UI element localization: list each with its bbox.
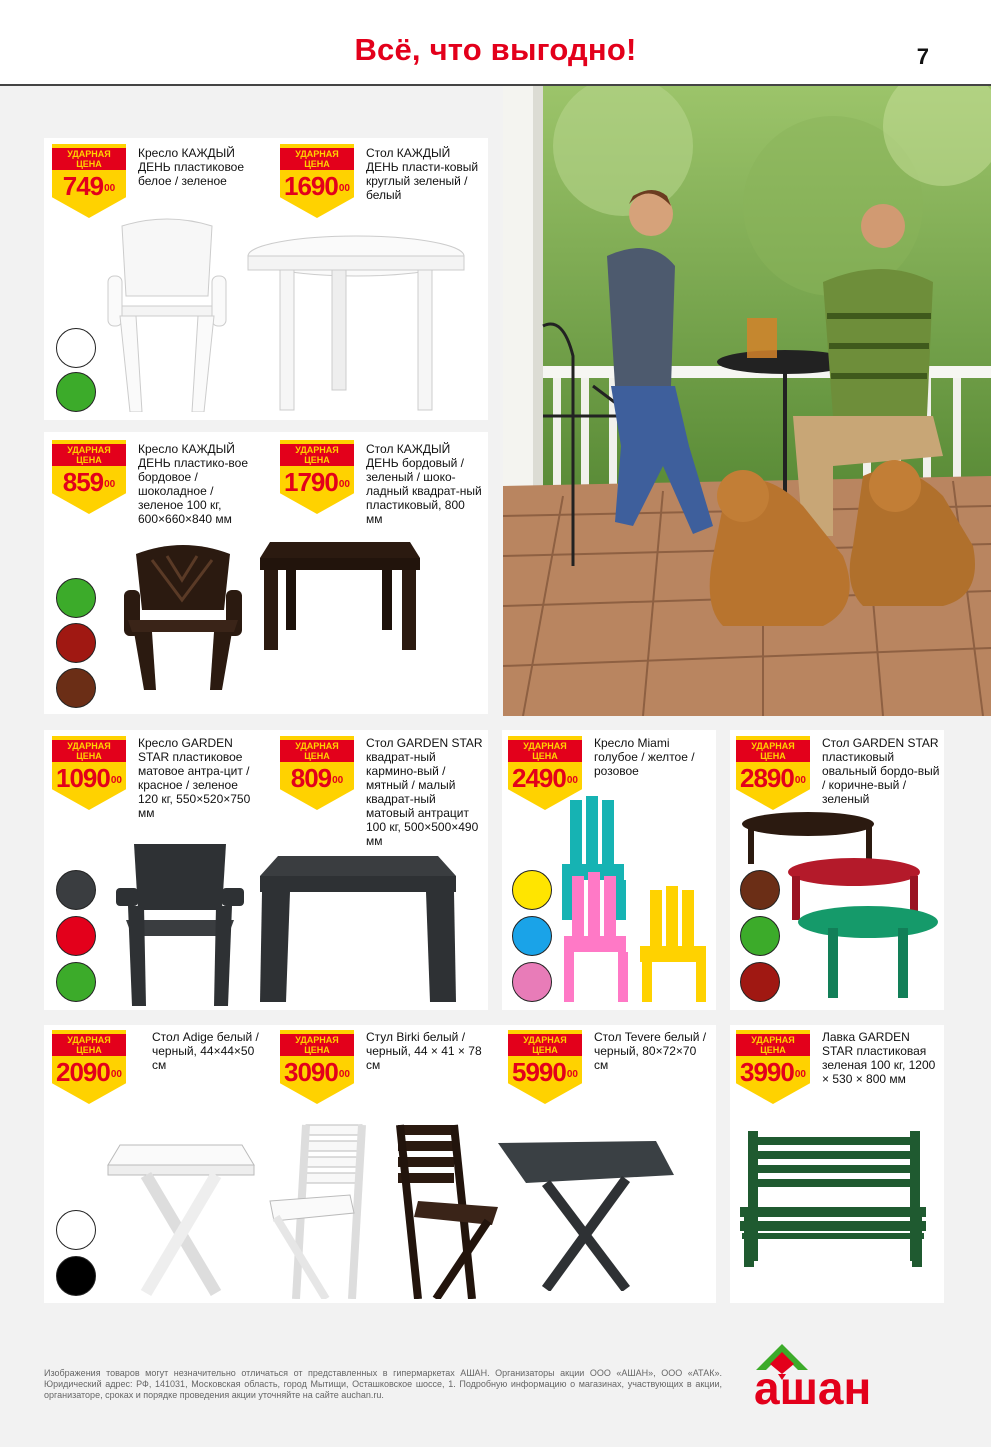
price-badge-label: УДАРНАЯ ЦЕНА bbox=[52, 148, 126, 170]
price-main: 2890 bbox=[740, 763, 794, 793]
price-value bbox=[52, 173, 126, 199]
color-swatch bbox=[512, 870, 552, 910]
price-main: 2090 bbox=[56, 1057, 110, 1087]
auchan-logo bbox=[752, 1340, 948, 1410]
lifestyle-photo bbox=[503, 86, 991, 716]
price-cents: 00 bbox=[338, 479, 350, 490]
product-description: Кресло GARDEN STAR пластиковое матовое антра-цит / красное / зеленое 120 кг, 550×520×750 мм bbox=[138, 736, 251, 820]
price-badge-label: УДАРНАЯ ЦЕНА bbox=[52, 1034, 126, 1056]
price-main: 2490 bbox=[512, 763, 566, 793]
product-description: Стол GARDEN STAR квадрат-ный кармино-вый / мятный / малый квадрат-ный матовый антрацит 100 кг, 500×500×490 мм bbox=[366, 736, 483, 848]
price-cents: 00 bbox=[110, 775, 122, 786]
price-cents: 00 bbox=[566, 775, 578, 786]
price-value bbox=[280, 1059, 354, 1085]
price-cents: 00 bbox=[332, 775, 344, 786]
price-cents: 00 bbox=[104, 183, 116, 194]
product-description: Кресло Miami голубое / желтое / розовое bbox=[594, 736, 695, 778]
price-badge bbox=[280, 736, 354, 810]
color-swatch bbox=[56, 623, 96, 663]
color-swatch bbox=[56, 668, 96, 708]
product-description: Стол КАЖДЫЙ ДЕНЬ бордовый / зеленый / шоко-ладный квадрат-ный пластиковый, 800 мм bbox=[366, 442, 482, 526]
price-value bbox=[508, 1059, 582, 1085]
price-cents: 00 bbox=[794, 775, 806, 786]
price-value bbox=[280, 469, 354, 495]
price-badge-label: УДАРНАЯ ЦЕНА bbox=[280, 1034, 354, 1056]
price-main: 1790 bbox=[284, 467, 338, 497]
price-badge-label: УДАРНАЯ ЦЕНА bbox=[508, 1034, 582, 1056]
color-swatch bbox=[740, 962, 780, 1002]
product-description: Стол Adige белый / черный, 44×44×50 см bbox=[152, 1030, 259, 1072]
product-image-white-chair bbox=[102, 216, 232, 412]
color-swatch bbox=[740, 916, 780, 956]
color-swatch bbox=[56, 1256, 96, 1296]
color-swatch bbox=[56, 916, 96, 956]
price-badge bbox=[52, 440, 126, 514]
price-badge bbox=[508, 1030, 582, 1104]
product-description: Стол Tevere белый / черный, 80×72×70 см bbox=[594, 1030, 707, 1072]
price-badge bbox=[280, 144, 354, 218]
price-cents: 00 bbox=[338, 1069, 350, 1080]
price-badge bbox=[280, 440, 354, 514]
product-image-miami-chairs bbox=[532, 794, 712, 1006]
price-value bbox=[280, 765, 354, 791]
price-badge bbox=[52, 736, 126, 810]
footer-disclaimer: Изображения товаров могут незначительно отличаться от представленных в гипермаркетах АШАН. Организаторы акции ООО «АШАН», ООО «АТАК». Юридический адрес: РФ, 141031, Московская область, город Мытищи, Осташковское шоссе, 1. Подробную информацию о магазинах, участвующих в акции, организаторе, сроках и порядке проведения акции уточняйте на сайте auchan.ru. bbox=[44, 1368, 722, 1400]
price-main: 809 bbox=[290, 763, 332, 793]
price-main: 5990 bbox=[512, 1057, 566, 1087]
price-main: 1690 bbox=[284, 171, 338, 201]
product-image-garden-bench bbox=[738, 1129, 928, 1269]
color-swatch bbox=[56, 372, 96, 412]
price-badge bbox=[508, 736, 582, 810]
product-description: Лавка GARDEN STAR пластиковая зеленая 100 кг, 1200 × 530 × 800 мм bbox=[822, 1030, 936, 1086]
price-cents: 00 bbox=[104, 479, 116, 490]
price-value bbox=[280, 173, 354, 199]
price-badge-label: УДАРНАЯ ЦЕНА bbox=[280, 148, 354, 170]
product-image-brown-chair bbox=[122, 540, 244, 690]
product-image-adige-table bbox=[106, 1143, 256, 1301]
price-cents: 00 bbox=[338, 183, 350, 194]
product-image-birki-white-chair bbox=[266, 1121, 376, 1299]
price-value bbox=[52, 1059, 126, 1085]
color-swatch bbox=[56, 962, 96, 1002]
product-description: Стул Birki белый / черный, 44 × 41 × 78 см bbox=[366, 1030, 482, 1072]
price-main: 3090 bbox=[284, 1057, 338, 1087]
page-title: Всё, что выгодно! bbox=[354, 32, 637, 67]
color-swatch bbox=[512, 916, 552, 956]
price-badge-label: УДАРНАЯ ЦЕНА bbox=[508, 740, 582, 762]
price-main: 749 bbox=[62, 171, 104, 201]
price-cents: 00 bbox=[566, 1069, 578, 1080]
price-badge bbox=[52, 144, 126, 218]
product-description: Стол КАЖДЫЙ ДЕНЬ пласти-ковый круглый зеленый / белый bbox=[366, 146, 479, 202]
price-value bbox=[52, 765, 126, 791]
product-description: Кресло КАЖДЫЙ ДЕНЬ пластиковое белое / зеленое bbox=[138, 146, 245, 188]
price-badge-label: УДАРНАЯ ЦЕНА bbox=[280, 444, 354, 466]
color-swatch bbox=[56, 1210, 96, 1250]
price-cents: 00 bbox=[110, 1069, 122, 1080]
price-badge-label: УДАРНАЯ ЦЕНА bbox=[736, 740, 810, 762]
price-badge bbox=[52, 1030, 126, 1104]
price-value bbox=[508, 765, 582, 791]
price-value bbox=[52, 469, 126, 495]
price-value bbox=[736, 765, 810, 791]
price-main: 859 bbox=[62, 467, 104, 497]
product-image-anthracite-chair bbox=[116, 840, 244, 1006]
color-swatch bbox=[512, 962, 552, 1002]
price-badge-label: УДАРНАЯ ЦЕНА bbox=[280, 740, 354, 762]
product-image-white-round-table bbox=[246, 234, 466, 414]
price-main: 1090 bbox=[56, 763, 110, 793]
product-image-brown-square-table bbox=[258, 540, 422, 650]
price-badge bbox=[736, 736, 810, 810]
color-swatch bbox=[56, 328, 96, 368]
color-swatch bbox=[740, 870, 780, 910]
product-description: Стол GARDEN STAR пластиковый овальный бордо-вый / коричне-вый / зеленый bbox=[822, 736, 940, 806]
product-image-anthracite-square-table bbox=[258, 854, 458, 1002]
price-badge-label: УДАРНАЯ ЦЕНА bbox=[736, 1034, 810, 1056]
logo-text: ашан bbox=[754, 1362, 872, 1410]
color-swatch bbox=[56, 870, 96, 910]
price-main: 3990 bbox=[740, 1057, 794, 1087]
price-badge-label: УДАРНАЯ ЦЕНА bbox=[52, 740, 126, 762]
product-description: Кресло КАЖДЫЙ ДЕНЬ пластико-вое бордовое / шоколадное / зеленое 100 кг, 600×660×840 мм bbox=[138, 442, 249, 526]
price-value bbox=[736, 1059, 810, 1085]
page-header bbox=[0, 0, 991, 86]
price-cents: 00 bbox=[794, 1069, 806, 1080]
price-badge bbox=[280, 1030, 354, 1104]
product-image-birki-black-chair bbox=[388, 1121, 498, 1299]
color-swatch bbox=[56, 578, 96, 618]
price-badge-label: УДАРНАЯ ЦЕНА bbox=[52, 444, 126, 466]
page-number: 7 bbox=[916, 44, 929, 69]
product-image-tevere-table bbox=[496, 1139, 676, 1291]
price-badge bbox=[736, 1030, 810, 1104]
